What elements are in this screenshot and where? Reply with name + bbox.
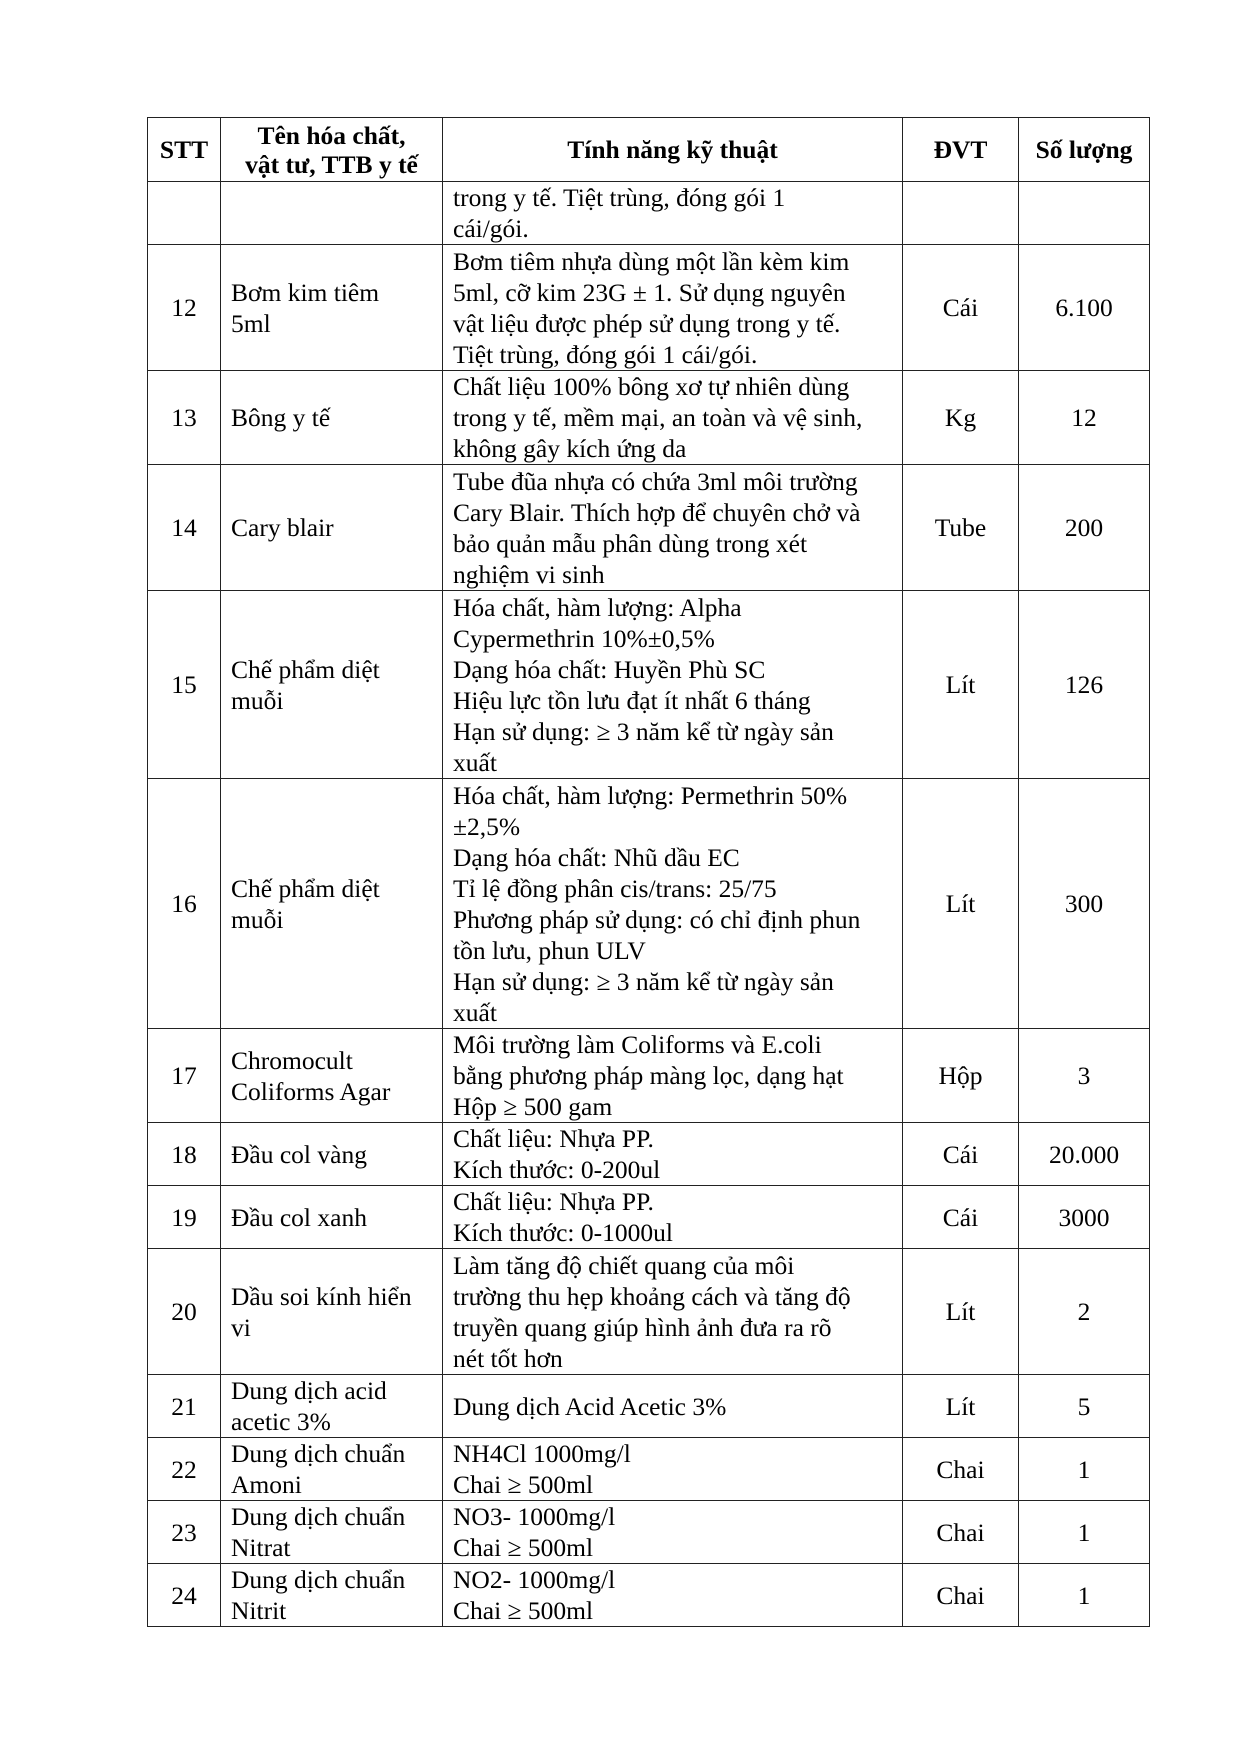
cell-quantity: 1 — [1019, 1564, 1150, 1627]
cell-stt: 14 — [148, 465, 221, 591]
cell-unit: Lít — [903, 591, 1019, 779]
cell-specification: Tube đũa nhựa có chứa 3ml môi trường Cary Blair. Thích hợp để chuyên chở và bảo quản mẫu phân dùng trong xét nghiệm vi sinh — [443, 465, 903, 591]
table-row — [148, 779, 1150, 1029]
cell-unit: Tube — [903, 465, 1019, 591]
cell-quantity: 1 — [1019, 1438, 1150, 1501]
cell-name: Chế phẩm diệt muỗi — [221, 591, 443, 779]
header-item-name: Tên hóa chất, vật tư, TTB y tế — [221, 118, 443, 182]
cell-quantity: 5 — [1019, 1375, 1150, 1438]
cell-quantity: 126 — [1019, 591, 1150, 779]
table-row-continuation — [148, 182, 1150, 245]
cell-name: Bơm kim tiêm 5ml — [221, 245, 443, 371]
cell-name: Dung dịch acid acetic 3% — [221, 1375, 443, 1438]
cell-quantity: 3 — [1019, 1029, 1150, 1123]
table-header-row — [148, 118, 1150, 182]
cell-quantity: 300 — [1019, 779, 1150, 1029]
cell-stt: 15 — [148, 591, 221, 779]
cell-name: Bông y tế — [221, 371, 443, 465]
table-row — [148, 1438, 1150, 1501]
cell-unit: Lít — [903, 1375, 1019, 1438]
cell-name: Cary blair — [221, 465, 443, 591]
table-row — [148, 1123, 1150, 1186]
table-row — [148, 1249, 1150, 1375]
cell-stt: 16 — [148, 779, 221, 1029]
cell-quantity: 1 — [1019, 1501, 1150, 1564]
cell-specification: NO3- 1000mg/l Chai ≥ 500ml — [443, 1501, 903, 1564]
cell-specification: Môi trường làm Coliforms và E.coli bằng phương pháp màng lọc, dạng hạt Hộp ≥ 500 gam — [443, 1029, 903, 1123]
header-unit: ĐVT — [903, 118, 1019, 182]
table-row — [148, 465, 1150, 591]
cell-unit: Chai — [903, 1564, 1019, 1627]
cell-unit: Chai — [903, 1501, 1019, 1564]
cell-name: Chế phẩm diệt muỗi — [221, 779, 443, 1029]
cell-specification: Làm tăng độ chiết quang của môi trường thu hẹp khoảng cách và tăng độ truyền quang giúp hình ảnh đưa ra rõ nét tốt hơn — [443, 1249, 903, 1375]
cell-name: Dung dịch chuẩn Nitrat — [221, 1501, 443, 1564]
cell-stt: 17 — [148, 1029, 221, 1123]
table-row — [148, 591, 1150, 779]
cell-specification: Chất liệu: Nhựa PP. Kích thước: 0-200ul — [443, 1123, 903, 1186]
cell-specification: Bơm tiêm nhựa dùng một lần kèm kim 5ml, cỡ kim 23G ± 1. Sử dụng nguyên vật liệu được phép sử dụng trong y tế. Tiệt trùng, đóng gói 1 cái/gói. — [443, 245, 903, 371]
cell-stt: 18 — [148, 1123, 221, 1186]
table-row — [148, 1375, 1150, 1438]
table-row — [148, 1029, 1150, 1123]
cell-stt: 19 — [148, 1186, 221, 1249]
supplies-table — [147, 117, 1150, 1627]
cell-specification: NH4Cl 1000mg/l Chai ≥ 500ml — [443, 1438, 903, 1501]
cell-specification: NO2- 1000mg/l Chai ≥ 500ml — [443, 1564, 903, 1627]
cell-specification: Hóa chất, hàm lượng: Permethrin 50% ±2,5% Dạng hóa chất: Nhũ dầu EC Tỉ lệ đồng phân cis/trans: 25/75 Phương pháp sử dụng: có chỉ định phun tồn lưu, phun ULV Hạn sử dụng: ≥ 3 năm kể từ ngày sản xuất — [443, 779, 903, 1029]
cell-specification: Dung dịch Acid Acetic 3% — [443, 1375, 903, 1438]
cell-quantity — [1019, 182, 1150, 245]
cell-stt: 21 — [148, 1375, 221, 1438]
cell-stt: 24 — [148, 1564, 221, 1627]
cell-stt: 23 — [148, 1501, 221, 1564]
header-specification: Tính năng kỹ thuật — [443, 118, 903, 182]
header-quantity: Số lượng — [1019, 118, 1150, 182]
cell-stt — [148, 182, 221, 245]
cell-unit: Lít — [903, 779, 1019, 1029]
cell-specification: trong y tế. Tiệt trùng, đóng gói 1 cái/gói. — [443, 182, 903, 245]
cell-unit: Cái — [903, 1123, 1019, 1186]
cell-specification: Hóa chất, hàm lượng: Alpha Cypermethrin 10%±0,5% Dạng hóa chất: Huyền Phù SC Hiệu lực tồn lưu đạt ít nhất 6 tháng Hạn sử dụng: ≥ 3 năm kể từ ngày sản xuất — [443, 591, 903, 779]
table-row — [148, 1501, 1150, 1564]
cell-quantity: 200 — [1019, 465, 1150, 591]
cell-unit — [903, 182, 1019, 245]
cell-quantity: 12 — [1019, 371, 1150, 465]
cell-unit: Kg — [903, 371, 1019, 465]
cell-specification: Chất liệu: Nhựa PP. Kích thước: 0-1000ul — [443, 1186, 903, 1249]
cell-name: Dầu soi kính hiển vi — [221, 1249, 443, 1375]
cell-unit: Cái — [903, 1186, 1019, 1249]
cell-quantity: 6.100 — [1019, 245, 1150, 371]
cell-name: Đầu col vàng — [221, 1123, 443, 1186]
cell-unit: Chai — [903, 1438, 1019, 1501]
cell-quantity: 2 — [1019, 1249, 1150, 1375]
cell-quantity: 3000 — [1019, 1186, 1150, 1249]
cell-stt: 13 — [148, 371, 221, 465]
cell-quantity: 20.000 — [1019, 1123, 1150, 1186]
cell-unit: Cái — [903, 245, 1019, 371]
table-row — [148, 1186, 1150, 1249]
cell-specification: Chất liệu 100% bông xơ tự nhiên dùng trong y tế, mềm mại, an toàn và vệ sinh, không gây kích ứng da — [443, 371, 903, 465]
cell-stt: 20 — [148, 1249, 221, 1375]
cell-name: Đầu col xanh — [221, 1186, 443, 1249]
header-stt: STT — [148, 118, 221, 182]
cell-unit: Lít — [903, 1249, 1019, 1375]
cell-name: Chromocult Coliforms Agar — [221, 1029, 443, 1123]
cell-name: Dung dịch chuẩn Nitrit — [221, 1564, 443, 1627]
cell-unit: Hộp — [903, 1029, 1019, 1123]
table-row — [148, 245, 1150, 371]
cell-stt: 22 — [148, 1438, 221, 1501]
cell-name — [221, 182, 443, 245]
cell-stt: 12 — [148, 245, 221, 371]
table-row — [148, 371, 1150, 465]
cell-name: Dung dịch chuẩn Amoni — [221, 1438, 443, 1501]
table-row — [148, 1564, 1150, 1627]
